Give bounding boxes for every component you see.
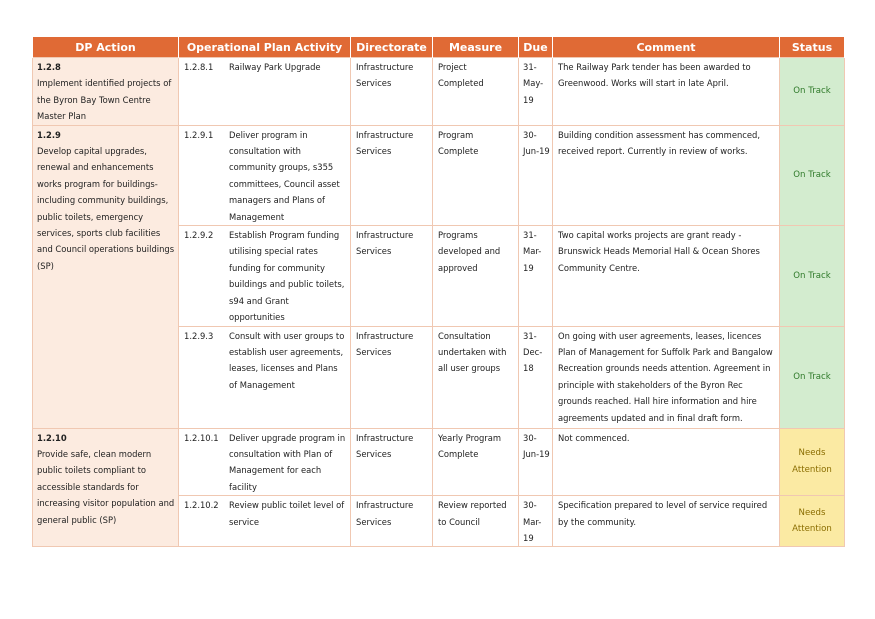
- header-measure: Measure: [433, 37, 519, 58]
- dp-action-code: 1.2.8: [37, 62, 61, 72]
- activity-cell: [179, 428, 351, 496]
- activity-code: 1.2.8.1: [184, 62, 214, 72]
- status-badge: On Track: [780, 58, 845, 126]
- header-due: Due: [519, 37, 553, 58]
- status-badge: On Track: [780, 125, 845, 225]
- activity-code: 1.2.9.2: [184, 230, 214, 241]
- table-row: [33, 58, 845, 126]
- activity-text: Deliver program in consultation with community groups, s355 committees, Council asset managers and Plans of Management: [229, 129, 340, 222]
- activity-cell: [179, 125, 351, 225]
- dp-action-text: Develop capital upgrades, renewal and enhancements works program for buildings-including community buildings, public toilets, emergency services, sports club facilities and Council operations buildings (SP): [37, 146, 175, 271]
- due-cell: 31-Dec-18: [519, 326, 553, 428]
- due-cell: 30-Jun-19: [519, 125, 553, 225]
- dp-action-text: Provide safe, clean modern public toilets compliant to accessible standards for increasing visitor population and general public (SP): [37, 448, 175, 525]
- status-badge: On Track: [780, 226, 845, 326]
- activity-code: 1.2.10.1: [184, 432, 219, 443]
- comment-cell: Two capital works projects are grant ready - Brunswick Heads Memorial Hall & Ocean Shores Community Centre.: [553, 226, 780, 326]
- status-badge: Needs Attention: [780, 496, 845, 547]
- due-cell: 31-Mar-19: [519, 226, 553, 326]
- comment-cell: Not commenced.: [553, 428, 780, 496]
- measure-cell: Review reported to Council: [433, 496, 519, 547]
- activity-text: Consult with user groups to establish user agreements, leases, licenses and Plans of Management: [229, 330, 345, 390]
- measure-cell: Consultation undertaken with all user groups: [433, 326, 519, 428]
- activity-cell: [179, 326, 351, 428]
- activity-code: 1.2.9.3: [184, 330, 214, 341]
- activity-text: Review public toilet level of service: [229, 500, 345, 527]
- due-cell: 30-Jun-19: [519, 428, 553, 496]
- dp-action-code: 1.2.10: [37, 432, 67, 443]
- measure-cell: Yearly Program Complete: [433, 428, 519, 496]
- header-comment: Comment: [553, 37, 780, 58]
- activity-text: Deliver upgrade program in consultation with Plan of Management for each facility: [229, 432, 346, 492]
- measure-cell: Programs developed and approved: [433, 226, 519, 326]
- table-row: [33, 428, 845, 496]
- activity-code: 1.2.9.1: [184, 129, 214, 140]
- header-directorate: Directorate: [351, 37, 433, 58]
- directorate-cell: Infrastructure Services: [351, 326, 433, 428]
- directorate-cell: Infrastructure Services: [351, 125, 433, 225]
- comment-cell: On going with user agreements, leases, licences Plan of Management for Suffolk Park and Bangalow Recreation grounds needs attention. Agreement in principle with stakeholders of the Byron Rec grounds reached. Hall hire information and hire agreements updated and in final draft form.: [553, 326, 780, 428]
- dp-action-text: Implement identified projects of the Byron Bay Town Centre Master Plan: [37, 78, 172, 122]
- header-dp-action: DP Action: [33, 37, 179, 58]
- activity-text: Establish Program funding utilising special rates funding for community buildings and public toilets, s94 and Grant opportunities: [229, 230, 345, 323]
- table-row: [33, 125, 845, 225]
- comment-cell: The Railway Park tender has been awarded to Greenwood. Works will start in late April.: [553, 58, 780, 126]
- directorate-cell: Infrastructure Services: [351, 496, 433, 547]
- dp-action-code: 1.2.9: [37, 129, 61, 140]
- activity-cell: [179, 58, 351, 126]
- activity-cell: [179, 226, 351, 326]
- dp-action-cell: [33, 125, 179, 428]
- status-badge: On Track: [780, 326, 845, 428]
- status-badge: Needs Attention: [780, 428, 845, 496]
- activity-text: Railway Park Upgrade: [229, 62, 321, 72]
- header-status: Status: [780, 37, 845, 58]
- due-cell: 30-Mar-19: [519, 496, 553, 547]
- due-cell: 31-May-19: [519, 58, 553, 126]
- header-row: [33, 37, 845, 58]
- activity-code: 1.2.10.2: [184, 500, 219, 511]
- dp-action-cell: [33, 428, 179, 547]
- dp-action-cell: [33, 58, 179, 126]
- header-operational-plan-activity: Operational Plan Activity: [179, 37, 351, 58]
- directorate-cell: Infrastructure Services: [351, 226, 433, 326]
- comment-cell: Specification prepared to level of service required by the community.: [553, 496, 780, 547]
- comment-cell: Building condition assessment has commenced, received report. Currently in review of works.: [553, 125, 780, 225]
- measure-cell: Project Completed: [433, 58, 519, 126]
- directorate-cell: Infrastructure Services: [351, 58, 433, 126]
- measure-cell: Program Complete: [433, 125, 519, 225]
- activity-cell: [179, 496, 351, 547]
- operational-plan-table: [32, 37, 845, 547]
- directorate-cell: Infrastructure Services: [351, 428, 433, 496]
